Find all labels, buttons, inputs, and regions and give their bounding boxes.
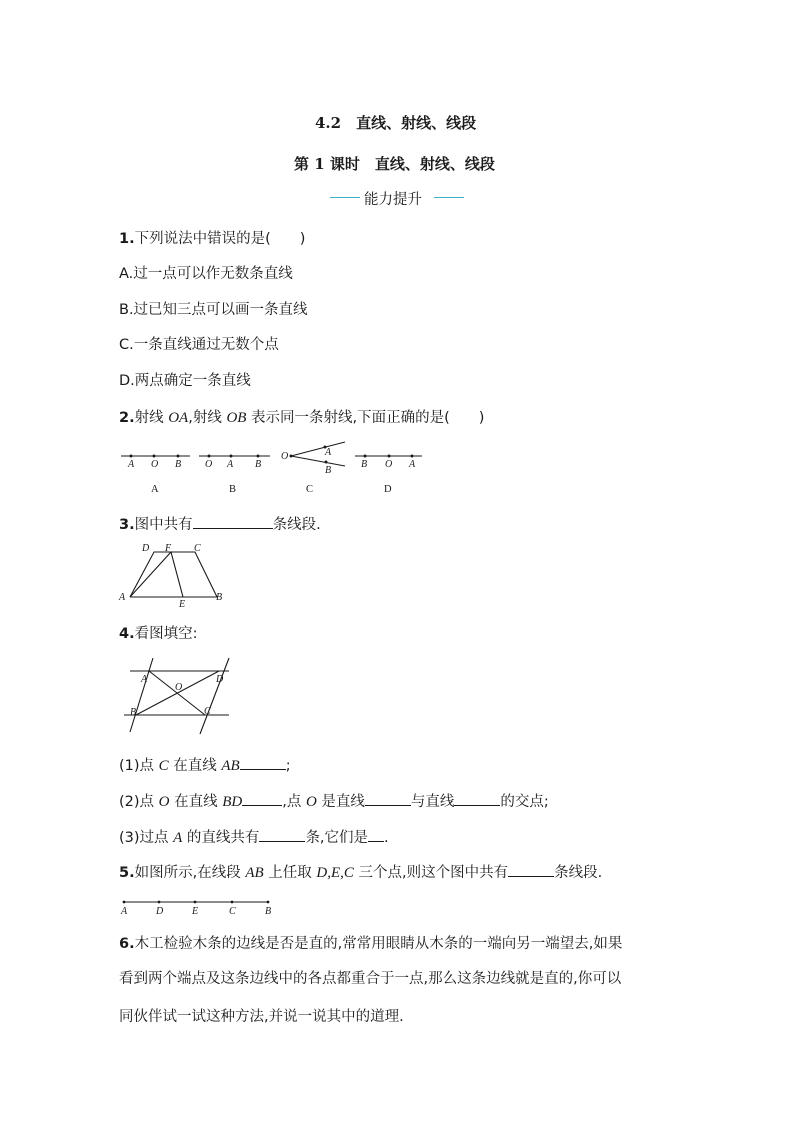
svg-text:D: D bbox=[216, 674, 224, 685]
q2-figure-c bbox=[281, 442, 345, 495]
section-banner bbox=[330, 188, 464, 208]
q4-part-2: (2)点 O 在直线 BD ,点 O 是直线 与直线 的交点; bbox=[119, 790, 549, 811]
svg-text:B: B bbox=[229, 484, 237, 495]
svg-text:A: A bbox=[119, 592, 126, 603]
banner-line-left bbox=[330, 197, 360, 198]
q1-option-a: A.过一点可以作无数条直线 bbox=[119, 266, 293, 282]
svg-text:O: O bbox=[281, 451, 289, 462]
svg-text:B: B bbox=[265, 906, 272, 917]
svg-text:B: B bbox=[325, 465, 332, 476]
svg-text:C: C bbox=[306, 484, 314, 495]
question-4-stem: 4.看图填空: bbox=[119, 626, 198, 642]
svg-text:B: B bbox=[130, 707, 137, 718]
q4-part-3: (3)过点 A 的直线共有 条,它们是 . bbox=[119, 826, 389, 847]
q5-answer-blank[interactable] bbox=[508, 862, 554, 877]
svg-text:A: A bbox=[121, 906, 128, 917]
question-5-stem: 5.如图所示,在线段 AB 上任取 D,E,C 三个点,则这个图中共有 条线段. bbox=[119, 861, 602, 882]
svg-text:A: A bbox=[141, 674, 148, 685]
q5-figure bbox=[116, 893, 280, 919]
svg-text:A: A bbox=[227, 459, 234, 470]
q2-figure bbox=[115, 438, 435, 498]
q4-part-1: (1)点 C 在直线 AB ; bbox=[119, 754, 291, 775]
question-3-stem: 3.图中共有 条线段. bbox=[119, 513, 321, 534]
q2-figure-b bbox=[199, 455, 270, 496]
q1-option-c: C.一条直线通过无数个点 bbox=[119, 337, 279, 353]
svg-text:B: B bbox=[216, 592, 223, 603]
q3-figure bbox=[116, 540, 232, 612]
question-6-line-3: 同伙伴试一试这种方法,并说一说其中的道理. bbox=[119, 1009, 404, 1025]
svg-text:D: D bbox=[156, 906, 164, 917]
svg-text:E: E bbox=[179, 599, 186, 610]
svg-text:B: B bbox=[175, 459, 182, 470]
svg-text:B: B bbox=[255, 459, 262, 470]
svg-text:F: F bbox=[165, 543, 172, 554]
banner-line-right bbox=[434, 197, 464, 198]
banner-label: 能力提升 bbox=[364, 192, 422, 208]
section-title: 4.2 直线、射线、线段 bbox=[315, 114, 477, 132]
svg-text:O: O bbox=[175, 682, 183, 693]
question-2-stem: 2.射线 OA,射线 OB 表示同一条射线,下面正确的是( ) bbox=[119, 410, 485, 426]
svg-text:O: O bbox=[151, 459, 159, 470]
svg-text:C: C bbox=[204, 706, 211, 717]
question-1-stem: 1.下列说法中错误的是( ) bbox=[119, 231, 306, 247]
svg-text:A: A bbox=[325, 447, 332, 458]
svg-text:O: O bbox=[205, 459, 213, 470]
q4-2-answer-blank-1[interactable] bbox=[242, 791, 282, 806]
svg-text:C: C bbox=[194, 543, 201, 554]
q1-option-d: D.两点确定一条直线 bbox=[119, 373, 251, 389]
svg-text:O: O bbox=[385, 459, 393, 470]
q4-figure bbox=[116, 652, 242, 736]
q4-2-answer-blank-2[interactable] bbox=[365, 791, 411, 806]
q2-figure-a bbox=[121, 455, 190, 496]
svg-text:E: E bbox=[192, 906, 199, 917]
svg-text:A: A bbox=[128, 459, 135, 470]
q2-figure-d bbox=[355, 455, 422, 496]
lesson-title: 第 1 课时 直线、射线、线段 bbox=[294, 155, 495, 173]
svg-text:D: D bbox=[384, 484, 392, 495]
q1-option-b: B.过已知三点可以画一条直线 bbox=[119, 302, 308, 318]
svg-text:A: A bbox=[409, 459, 416, 470]
svg-text:D: D bbox=[142, 543, 150, 554]
q3-answer-blank[interactable] bbox=[193, 514, 273, 529]
question-6-line-2: 看到两个端点及这条边线中的各点都重合于一点,那么这条边线就是直的,你可以 bbox=[119, 971, 622, 987]
q4-1-answer-blank[interactable] bbox=[240, 755, 286, 770]
q4-2-answer-blank-3[interactable] bbox=[454, 791, 500, 806]
question-6-line-1: 6.木工检验木条的边线是否是直的,常常用眼睛从木条的一端向另一端望去,如果 bbox=[119, 936, 623, 952]
svg-text:B: B bbox=[361, 459, 368, 470]
svg-text:A: A bbox=[151, 484, 159, 495]
svg-text:C: C bbox=[229, 906, 236, 917]
q4-3-answer-blank-1[interactable] bbox=[259, 827, 305, 842]
q4-3-answer-blank-2[interactable] bbox=[368, 827, 384, 842]
